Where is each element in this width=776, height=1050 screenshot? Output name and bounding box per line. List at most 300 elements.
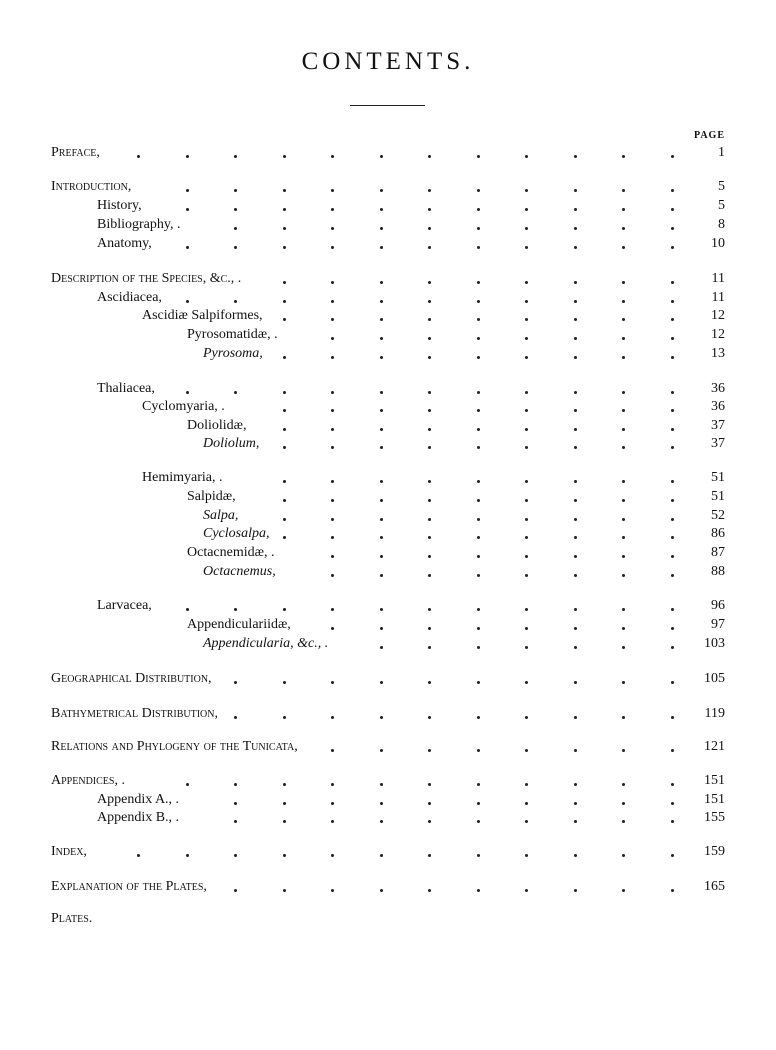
- leader-dot: [380, 627, 383, 630]
- leader-dot: [283, 281, 286, 284]
- leader-dots: [0, 468, 776, 488]
- leader-dot: [428, 749, 431, 752]
- leader-dot: [574, 518, 577, 521]
- leader-dots: [0, 306, 776, 326]
- leader-dot: [574, 227, 577, 230]
- leader-dot: [525, 356, 528, 359]
- leader-dot: [574, 446, 577, 449]
- leader-dot: [331, 318, 334, 321]
- leader-dot: [234, 208, 237, 211]
- leader-dot: [671, 318, 674, 321]
- leader-dot: [234, 189, 237, 192]
- leader-dots: [0, 325, 776, 345]
- leader-dot: [525, 574, 528, 577]
- leader-dot: [574, 802, 577, 805]
- leader-dot: [380, 681, 383, 684]
- leader-dot: [283, 428, 286, 431]
- leader-dot: [525, 646, 528, 649]
- leader-dot: [574, 555, 577, 558]
- leader-dot: [234, 820, 237, 823]
- leader-dot: [380, 281, 383, 284]
- toc-entry-pyrosoma[interactable]: Pyrosoma, 13: [0, 344, 776, 364]
- leader-dot: [671, 783, 674, 786]
- leader-dot: [331, 356, 334, 359]
- leader-dot: [622, 627, 625, 630]
- leader-dot: [283, 480, 286, 483]
- leader-dot: [622, 749, 625, 752]
- toc-entry-cyclomyaria[interactable]: Cyclomyaria, . 36: [0, 397, 776, 417]
- leader-dot: [622, 227, 625, 230]
- leader-dot: [477, 783, 480, 786]
- leader-dot: [671, 820, 674, 823]
- leader-dot: [283, 409, 286, 412]
- leader-dot: [331, 337, 334, 340]
- leader-dot: [380, 318, 383, 321]
- leader-dot: [574, 155, 577, 158]
- leader-dot: [428, 281, 431, 284]
- leader-dot: [622, 536, 625, 539]
- leader-dot: [283, 716, 286, 719]
- toc-entry-bathymetrical-distribution[interactable]: Bathymetrical Distribution, 119: [0, 704, 776, 724]
- leader-dot: [574, 681, 577, 684]
- leader-dot: [671, 854, 674, 857]
- leader-dot: [622, 518, 625, 521]
- leader-dot: [428, 608, 431, 611]
- leader-dot: [671, 574, 674, 577]
- leader-dot: [380, 300, 383, 303]
- toc-entry-salpa[interactable]: Salpa, 52: [0, 506, 776, 526]
- leader-dot: [574, 783, 577, 786]
- leader-dot: [428, 889, 431, 892]
- leader-dot: [380, 783, 383, 786]
- leader-dot: [428, 536, 431, 539]
- leader-dot: [331, 499, 334, 502]
- leader-dot: [283, 246, 286, 249]
- leader-dots: [0, 842, 776, 862]
- toc-entry-larvacea[interactable]: Larvacea, 96: [0, 596, 776, 616]
- leader-dot: [477, 208, 480, 211]
- leader-dot: [477, 246, 480, 249]
- leader-dot: [186, 391, 189, 394]
- leader-dot: [477, 480, 480, 483]
- toc-entry-pyrosomatidae[interactable]: Pyrosomatidæ, . 12: [0, 325, 776, 345]
- leader-dot: [428, 337, 431, 340]
- leader-dot: [525, 480, 528, 483]
- leader-dot: [428, 783, 431, 786]
- leader-dot: [380, 646, 383, 649]
- leader-dot: [331, 716, 334, 719]
- leader-dot: [331, 854, 334, 857]
- leader-dot: [380, 446, 383, 449]
- leader-dot: [428, 574, 431, 577]
- leader-dot: [525, 749, 528, 752]
- leader-dots: [0, 344, 776, 364]
- leader-dot: [525, 518, 528, 521]
- leader-dot: [574, 499, 577, 502]
- leader-dot: [477, 608, 480, 611]
- leader-dot: [380, 499, 383, 502]
- leader-dot: [574, 356, 577, 359]
- leader-dot: [477, 428, 480, 431]
- leader-dot: [283, 155, 286, 158]
- toc-entry-plates[interactable]: Plates.: [51, 911, 93, 926]
- leader-dot: [331, 555, 334, 558]
- leader-dot: [331, 428, 334, 431]
- leader-dot: [234, 227, 237, 230]
- leader-dot: [574, 300, 577, 303]
- leader-dot: [283, 783, 286, 786]
- leader-dot: [428, 155, 431, 158]
- leader-dot: [477, 227, 480, 230]
- toc-entry-octacnemus[interactable]: Octacnemus, 88: [0, 562, 776, 582]
- leader-dot: [525, 536, 528, 539]
- leader-dot: [428, 518, 431, 521]
- leader-dot: [574, 627, 577, 630]
- leader-dot: [671, 749, 674, 752]
- leader-dot: [671, 499, 674, 502]
- leader-dot: [574, 246, 577, 249]
- leader-dot: [428, 802, 431, 805]
- leader-dot: [671, 246, 674, 249]
- leader-dot: [283, 518, 286, 521]
- leader-dot: [525, 681, 528, 684]
- toc-entry-preface[interactable]: Preface, 1: [0, 143, 776, 163]
- leader-dot: [331, 536, 334, 539]
- leader-dot: [525, 409, 528, 412]
- leader-dot: [477, 356, 480, 359]
- leader-dot: [574, 574, 577, 577]
- leader-dot: [380, 227, 383, 230]
- toc-entry-ascidiacea[interactable]: Ascidiacea, 11: [0, 288, 776, 308]
- leader-dot: [234, 608, 237, 611]
- leader-dot: [331, 246, 334, 249]
- page-column-label: PAGE: [693, 130, 725, 141]
- leader-dot: [283, 536, 286, 539]
- leader-dot: [574, 428, 577, 431]
- leader-dot: [186, 246, 189, 249]
- toc-entry-salpidae[interactable]: Salpidæ, 51: [0, 487, 776, 507]
- leader-dot: [671, 889, 674, 892]
- leader-dot: [525, 446, 528, 449]
- leader-dot: [428, 409, 431, 412]
- leader-dot: [622, 646, 625, 649]
- leader-dot: [380, 555, 383, 558]
- leader-dot: [380, 208, 383, 211]
- leader-dot: [234, 889, 237, 892]
- leader-dot: [622, 555, 625, 558]
- leader-dot: [622, 608, 625, 611]
- leader-dot: [428, 499, 431, 502]
- leader-dot: [331, 783, 334, 786]
- leader-dot: [477, 318, 480, 321]
- leader-dot: [671, 446, 674, 449]
- leader-dot: [525, 608, 528, 611]
- leader-dot: [622, 337, 625, 340]
- leader-dot: [283, 391, 286, 394]
- leader-dot: [477, 499, 480, 502]
- leader-dot: [574, 716, 577, 719]
- leader-dot: [380, 854, 383, 857]
- leader-dot: [574, 208, 577, 211]
- leader-dot: [671, 281, 674, 284]
- leader-dot: [622, 189, 625, 192]
- leader-dot: [380, 820, 383, 823]
- leader-dot: [477, 518, 480, 521]
- leader-dot: [622, 281, 625, 284]
- leader-dot: [525, 499, 528, 502]
- leader-dots: [0, 143, 776, 163]
- leader-dot: [477, 820, 480, 823]
- leader-dot: [331, 574, 334, 577]
- leader-dot: [525, 155, 528, 158]
- leader-dots: [0, 506, 776, 526]
- leader-dot: [283, 854, 286, 857]
- leader-dots: [0, 543, 776, 563]
- leader-dot: [186, 854, 189, 857]
- toc-entry-doliolum[interactable]: Doliolum, 37: [0, 434, 776, 454]
- leader-dot: [283, 356, 286, 359]
- leader-dot: [574, 854, 577, 857]
- toc-entry-hemimyaria[interactable]: Hemimyaria, . 51: [0, 468, 776, 488]
- leader-dot: [622, 446, 625, 449]
- toc-entry-appendiculariidae[interactable]: Appendiculariidæ, 97: [0, 615, 776, 635]
- leader-dot: [428, 428, 431, 431]
- leader-dot: [477, 300, 480, 303]
- toc-entry-appendix-b[interactable]: Appendix B., . 155: [0, 808, 776, 828]
- leader-dot: [671, 208, 674, 211]
- leader-dot: [428, 300, 431, 303]
- leader-dot: [671, 681, 674, 684]
- leader-dot: [525, 802, 528, 805]
- leader-dots: [0, 615, 776, 635]
- leader-dot: [380, 246, 383, 249]
- leader-dots: [0, 562, 776, 582]
- leader-dot: [574, 318, 577, 321]
- leader-dots: [0, 416, 776, 436]
- leader-dot: [574, 889, 577, 892]
- leader-dot: [477, 337, 480, 340]
- leader-dot: [331, 802, 334, 805]
- toc-entry-octacnemidae[interactable]: Octacnemidæ, . 87: [0, 543, 776, 563]
- leader-dot: [622, 783, 625, 786]
- toc-entry-appendices[interactable]: Appendices, . 151: [0, 771, 776, 791]
- leader-dot: [574, 749, 577, 752]
- toc-entry-index[interactable]: Index, 159: [0, 842, 776, 862]
- leader-dot: [671, 802, 674, 805]
- leader-dot: [622, 889, 625, 892]
- leader-dot: [525, 428, 528, 431]
- leader-dot: [283, 446, 286, 449]
- leader-dot: [622, 854, 625, 857]
- leader-dot: [380, 608, 383, 611]
- leader-dot: [671, 409, 674, 412]
- leader-dot: [428, 318, 431, 321]
- leader-dot: [477, 574, 480, 577]
- leader-dot: [525, 391, 528, 394]
- leader-dot: [622, 428, 625, 431]
- leader-dot: [574, 409, 577, 412]
- leader-dot: [137, 854, 140, 857]
- leader-dot: [622, 356, 625, 359]
- leader-dot: [380, 889, 383, 892]
- leader-dot: [525, 246, 528, 249]
- leader-dot: [477, 627, 480, 630]
- leader-dot: [428, 820, 431, 823]
- leader-dot: [283, 608, 286, 611]
- leader-dot: [428, 356, 431, 359]
- leader-dot: [574, 391, 577, 394]
- leader-dot: [525, 820, 528, 823]
- leader-dot: [186, 300, 189, 303]
- leader-dot: [671, 227, 674, 230]
- leader-dot: [525, 627, 528, 630]
- toc-entry-ascidiae-salpiformes[interactable]: Ascidiæ Salpiformes, 12: [0, 306, 776, 326]
- leader-dot: [622, 409, 625, 412]
- leader-dot: [525, 783, 528, 786]
- leader-dot: [477, 189, 480, 192]
- leader-dot: [283, 802, 286, 805]
- leader-dots: [0, 434, 776, 454]
- leader-dot: [380, 428, 383, 431]
- leader-dot: [283, 820, 286, 823]
- toc-entry-geographical-distribution[interactable]: Geographical Distribution, 105: [0, 669, 776, 689]
- toc-entry-introduction[interactable]: Introduction, 5: [0, 177, 776, 197]
- toc-entry-cyclosalpa[interactable]: Cyclosalpa, 86: [0, 524, 776, 544]
- leader-dot: [331, 409, 334, 412]
- leader-dot: [428, 716, 431, 719]
- leader-dot: [428, 681, 431, 684]
- leader-dot: [234, 802, 237, 805]
- leader-dot: [428, 246, 431, 249]
- leader-dot: [380, 749, 383, 752]
- leader-dot: [283, 889, 286, 892]
- toc-entry-history[interactable]: History, 5: [0, 196, 776, 216]
- leader-dot: [622, 574, 625, 577]
- leader-dot: [331, 300, 334, 303]
- leader-dot: [477, 155, 480, 158]
- leader-dot: [622, 716, 625, 719]
- leader-dot: [380, 337, 383, 340]
- leader-dot: [234, 155, 237, 158]
- leader-dot: [331, 480, 334, 483]
- leader-dot: [186, 783, 189, 786]
- leader-dot: [428, 480, 431, 483]
- leader-dot: [283, 300, 286, 303]
- leader-dot: [671, 337, 674, 340]
- toc-entry-relations-and-phylogeny[interactable]: Relations and Phylogeny of the Tunicata, 121: [0, 737, 776, 757]
- leader-dot: [186, 155, 189, 158]
- leader-dot: [671, 391, 674, 394]
- leader-dot: [477, 854, 480, 857]
- leader-dot: [622, 300, 625, 303]
- leader-dot: [671, 627, 674, 630]
- toc-entry-description-of-species[interactable]: Description of the Species, &c., . 11: [0, 269, 776, 289]
- leader-dot: [477, 391, 480, 394]
- leader-dot: [574, 820, 577, 823]
- leader-dot: [574, 281, 577, 284]
- leader-dot: [622, 246, 625, 249]
- leader-dot: [234, 391, 237, 394]
- leader-dot: [331, 889, 334, 892]
- leader-dot: [331, 446, 334, 449]
- leader-dot: [283, 318, 286, 321]
- leader-dot: [622, 391, 625, 394]
- toc-entry-bibliography[interactable]: Bibliography, . 8: [0, 215, 776, 235]
- leader-dot: [380, 536, 383, 539]
- leader-dot: [331, 189, 334, 192]
- leader-dot: [622, 820, 625, 823]
- toc-entry-appendicularia[interactable]: Appendicularia, &c., . 103: [0, 634, 776, 654]
- leader-dot: [477, 716, 480, 719]
- leader-dot: [477, 446, 480, 449]
- leader-dot: [574, 608, 577, 611]
- leader-dot: [525, 281, 528, 284]
- leader-dot: [234, 854, 237, 857]
- leader-dot: [671, 480, 674, 483]
- leader-dot: [283, 681, 286, 684]
- leader-dots: [0, 397, 776, 417]
- leader-dot: [331, 281, 334, 284]
- leader-dot: [622, 155, 625, 158]
- leader-dot: [428, 446, 431, 449]
- leader-dot: [331, 227, 334, 230]
- leader-dot: [331, 820, 334, 823]
- leader-dot: [331, 155, 334, 158]
- leader-dot: [428, 555, 431, 558]
- leader-dot: [671, 555, 674, 558]
- leader-dots: [0, 487, 776, 507]
- toc-entry-doliolidae[interactable]: Doliolidæ, 37: [0, 416, 776, 436]
- leader-dot: [477, 536, 480, 539]
- toc-entry-thaliacea[interactable]: Thaliacea, 36: [0, 379, 776, 399]
- leader-dot: [477, 802, 480, 805]
- leader-dot: [380, 356, 383, 359]
- leader-dot: [622, 208, 625, 211]
- leader-dots: [0, 524, 776, 544]
- leader-dot: [283, 208, 286, 211]
- leader-dot: [574, 536, 577, 539]
- leader-dot: [428, 227, 431, 230]
- page-title: CONTENTS.: [301, 48, 475, 75]
- leader-dot: [671, 518, 674, 521]
- toc-entry-appendix-a[interactable]: Appendix A., . 151: [0, 790, 776, 810]
- leader-dot: [671, 428, 674, 431]
- leader-dot: [622, 802, 625, 805]
- leader-dot: [525, 716, 528, 719]
- leader-dot: [331, 518, 334, 521]
- leader-dot: [574, 337, 577, 340]
- leader-dot: [428, 854, 431, 857]
- leader-dot: [331, 627, 334, 630]
- leader-dot: [622, 480, 625, 483]
- leader-dot: [380, 518, 383, 521]
- leader-dot: [380, 716, 383, 719]
- leader-dot: [622, 681, 625, 684]
- toc-entry-anatomy[interactable]: Anatomy, 10: [0, 234, 776, 254]
- leader-dot: [477, 409, 480, 412]
- leader-dot: [234, 783, 237, 786]
- leader-dot: [574, 646, 577, 649]
- leader-dot: [525, 555, 528, 558]
- toc-entry-explanation-of-plates[interactable]: Explanation of the Plates, 165: [0, 877, 776, 897]
- leader-dot: [428, 208, 431, 211]
- leader-dot: [525, 208, 528, 211]
- leader-dot: [477, 749, 480, 752]
- leader-dot: [477, 555, 480, 558]
- leader-dot: [671, 716, 674, 719]
- leader-dot: [283, 227, 286, 230]
- leader-dot: [283, 189, 286, 192]
